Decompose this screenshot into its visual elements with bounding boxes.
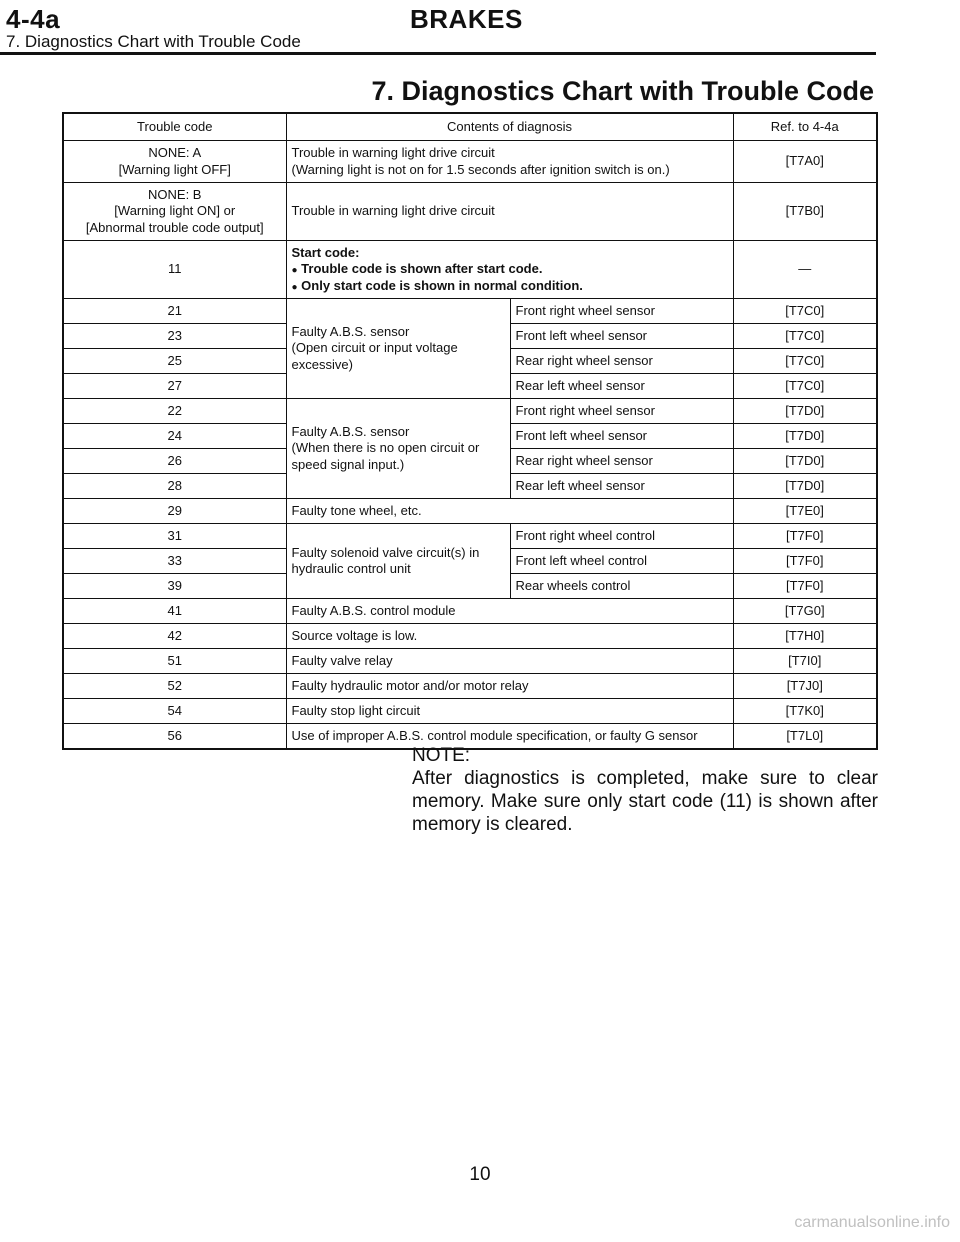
table-row xyxy=(63,599,877,624)
table-row xyxy=(63,499,877,524)
code-cell: 28 xyxy=(63,474,286,499)
header-rule xyxy=(0,52,876,55)
code-cell: 27 xyxy=(63,374,286,399)
ref-cell: [T7D0] xyxy=(733,399,877,424)
table-row xyxy=(63,241,877,299)
ref-cell: [T7A0] xyxy=(733,141,877,183)
header-ref: Ref. to 4-4a xyxy=(733,113,877,141)
note-body: After diagnostics is completed, make sure to clear memory. Make sure only start code (11) is shown after memory is cleared. xyxy=(412,768,878,835)
detail-cell: Rear right wheel sensor xyxy=(510,349,733,374)
code-cell: 24 xyxy=(63,424,286,449)
table-row xyxy=(63,699,877,724)
ref-cell: [T7C0] xyxy=(733,299,877,324)
diagnosis-cell: Faulty A.B.S. control module xyxy=(286,599,733,624)
detail-cell: Rear left wheel sensor xyxy=(510,374,733,399)
ref-cell: [T7L0] xyxy=(733,724,877,750)
detail-cell: Rear wheels control xyxy=(510,574,733,599)
code-cell: 21 xyxy=(63,299,286,324)
table-row xyxy=(63,183,877,241)
ref-cell: [T7D0] xyxy=(733,424,877,449)
table-row xyxy=(63,399,877,424)
detail-cell: Rear left wheel sensor xyxy=(510,474,733,499)
code-cell: 11 xyxy=(63,241,286,299)
code-cell: 25 xyxy=(63,349,286,374)
header-subtitle: 7. Diagnostics Chart with Trouble Code xyxy=(6,32,301,51)
table-row xyxy=(63,624,877,649)
header-contents: Contents of diagnosis xyxy=(286,113,733,141)
group-description: Faulty A.B.S. sensor (Open circuit or input voltage excessive) xyxy=(286,299,510,399)
ref-cell: [T7K0] xyxy=(733,699,877,724)
detail-cell: Front left wheel sensor xyxy=(510,424,733,449)
header-trouble-code: Trouble code xyxy=(63,113,286,141)
bullet-icon: ● xyxy=(291,281,298,293)
group-description: Faulty solenoid valve circuit(s) in hydraulic control unit xyxy=(286,524,510,599)
diagnosis-cell: Start code: ● Trouble code is shown after start code. ● Only start code is shown in normal condition. xyxy=(286,241,733,299)
ref-cell: [T7C0] xyxy=(733,324,877,349)
detail-cell: Front left wheel control xyxy=(510,549,733,574)
code-cell: 31 xyxy=(63,524,286,549)
ref-cell: [T7I0] xyxy=(733,649,877,674)
diagnostics-table xyxy=(62,112,878,750)
code-cell: 51 xyxy=(63,649,286,674)
ref-cell: [T7C0] xyxy=(733,349,877,374)
detail-cell: Rear right wheel sensor xyxy=(510,449,733,474)
group-description: Faulty A.B.S. sensor (When there is no open circuit or speed signal input.) xyxy=(286,399,510,499)
code-cell: 26 xyxy=(63,449,286,474)
code-cell: 52 xyxy=(63,674,286,699)
code-cell: 42 xyxy=(63,624,286,649)
code-cell: 29 xyxy=(63,499,286,524)
note-block xyxy=(412,744,878,836)
diagnosis-cell: Trouble in warning light drive circuit (Warning light is not on for 1.5 seconds after ignition switch is on.) xyxy=(286,141,733,183)
diagnosis-cell: Faulty valve relay xyxy=(286,649,733,674)
code-cell: 33 xyxy=(63,549,286,574)
ref-cell: [T7E0] xyxy=(733,499,877,524)
table-row xyxy=(63,524,877,549)
code-cell: NONE: A [Warning light OFF] xyxy=(63,141,286,183)
section-code: 4-4a xyxy=(6,4,61,34)
ref-cell: [T7F0] xyxy=(733,574,877,599)
code-cell: 41 xyxy=(63,599,286,624)
code-cell: 54 xyxy=(63,699,286,724)
ref-cell: [T7C0] xyxy=(733,374,877,399)
table-row xyxy=(63,674,877,699)
detail-cell: Front right wheel sensor xyxy=(510,299,733,324)
watermark: carmanualsonline.info xyxy=(794,1214,950,1231)
table-row xyxy=(63,299,877,324)
detail-cell: Front right wheel sensor xyxy=(510,399,733,424)
code-cell: 39 xyxy=(63,574,286,599)
diagnosis-cell: Faulty hydraulic motor and/or motor relay xyxy=(286,674,733,699)
diagnosis-cell: Use of improper A.B.S. control module specification, or faulty G sensor xyxy=(286,724,733,750)
code-cell: 56 xyxy=(63,724,286,750)
table-row xyxy=(63,649,877,674)
ref-cell: [T7J0] xyxy=(733,674,877,699)
code-cell: 22 xyxy=(63,399,286,424)
code-cell: 23 xyxy=(63,324,286,349)
chapter-title: BRAKES xyxy=(410,4,523,34)
ref-cell: [T7B0] xyxy=(733,183,877,241)
ref-cell: [T7H0] xyxy=(733,624,877,649)
ref-cell: [T7D0] xyxy=(733,449,877,474)
page-number: 10 xyxy=(469,1164,491,1185)
diagnosis-cell: Source voltage is low. xyxy=(286,624,733,649)
ref-cell: [T7G0] xyxy=(733,599,877,624)
ref-cell: [T7F0] xyxy=(733,549,877,574)
ref-cell: — xyxy=(733,241,877,299)
bullet-icon: ● xyxy=(291,265,298,277)
diagnosis-cell: Faulty tone wheel, etc. xyxy=(286,499,733,524)
section-title: 7. Diagnostics Chart with Trouble Code xyxy=(371,76,874,106)
ref-cell: [T7F0] xyxy=(733,524,877,549)
note-label: NOTE: xyxy=(412,745,471,766)
detail-cell: Front right wheel control xyxy=(510,524,733,549)
diagnosis-cell: Trouble in warning light drive circuit xyxy=(286,183,733,241)
code-cell: NONE: B [Warning light ON] or [Abnormal trouble code output] xyxy=(63,183,286,241)
diagnosis-cell: Faulty stop light circuit xyxy=(286,699,733,724)
table-row xyxy=(63,141,877,183)
ref-cell: [T7D0] xyxy=(733,474,877,499)
detail-cell: Front left wheel sensor xyxy=(510,324,733,349)
